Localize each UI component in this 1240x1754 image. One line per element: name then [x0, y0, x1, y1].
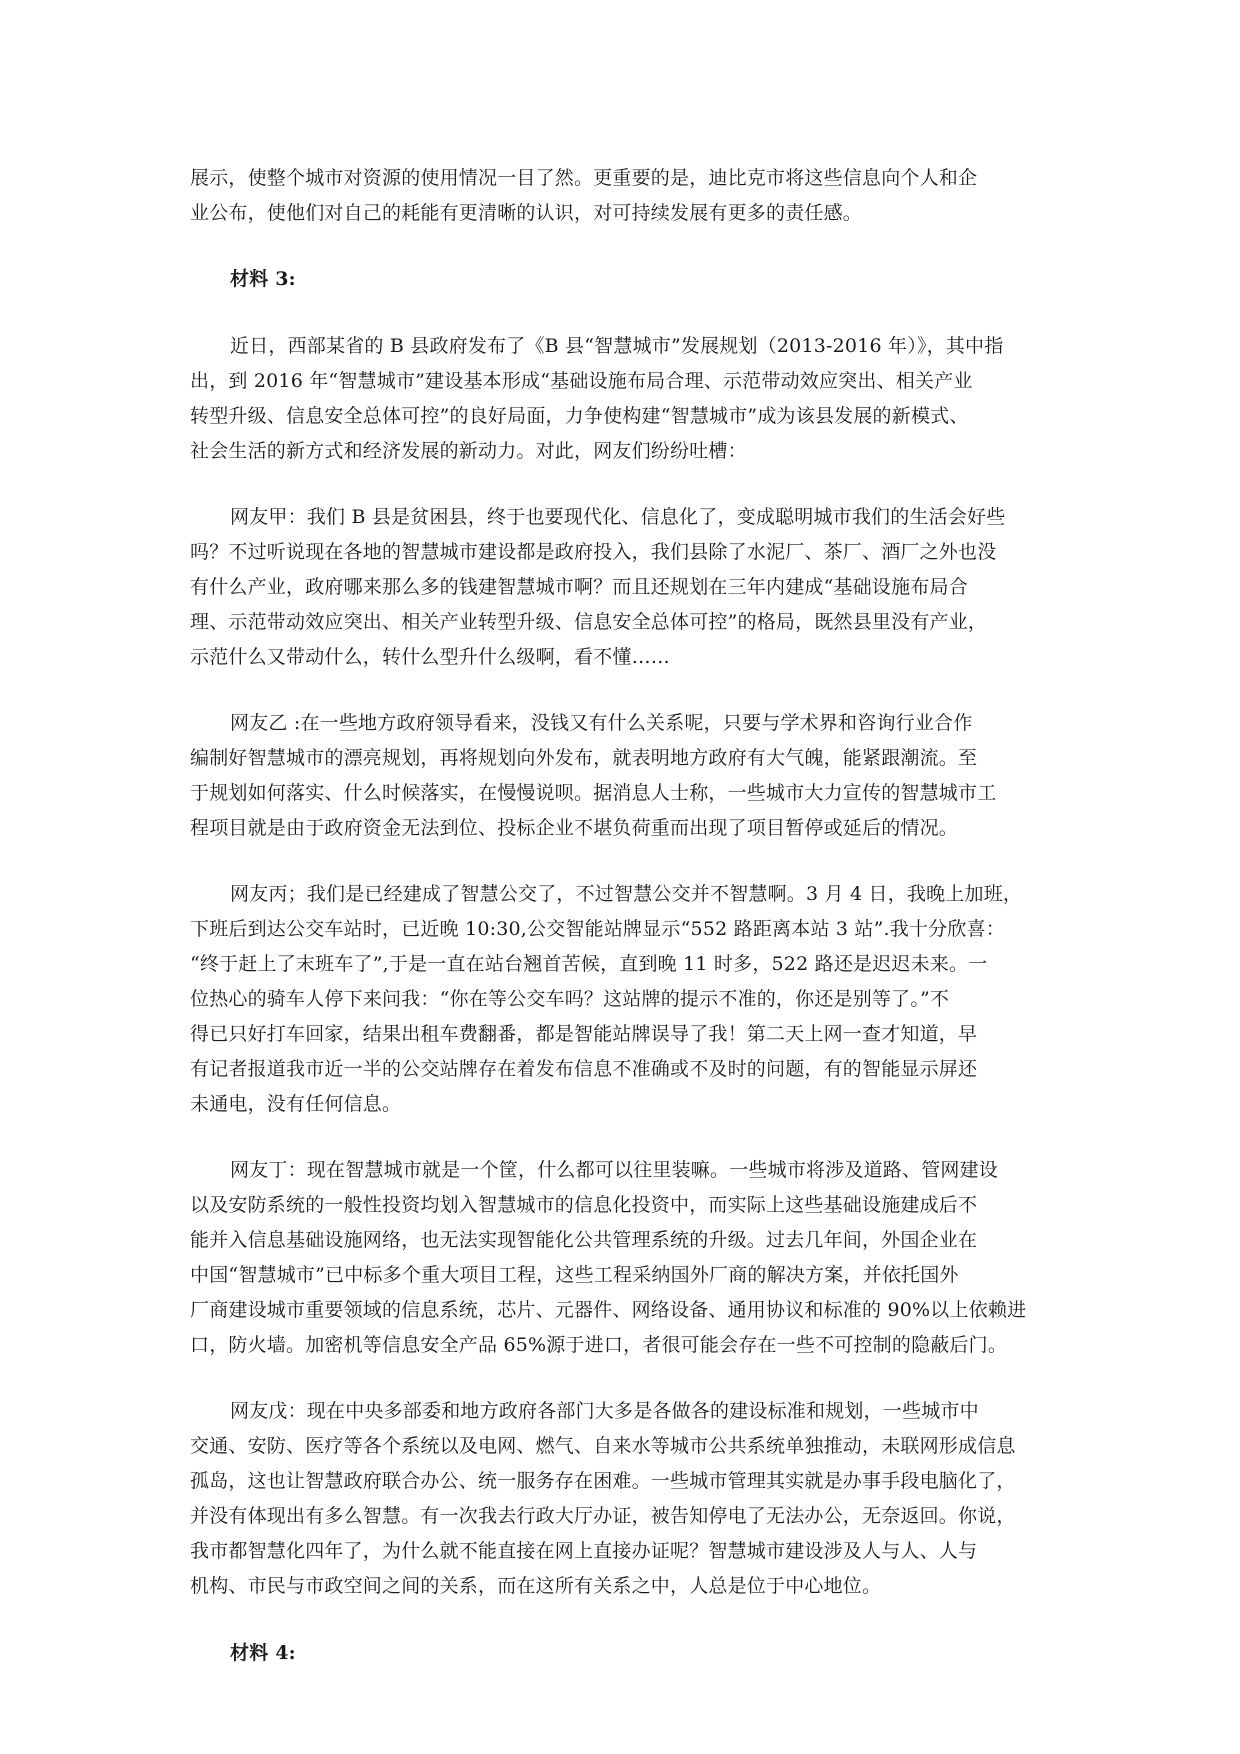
paragraph-netizen-bing: 网友丙；我们是已经建成了智慧公交了，不过智慧公交并不智慧啊。3 月 4 日，我晚上加班， 下班后到达公交车站时，已近晚 10:30,公交智能站牌显示“552 路距离本站 3 站”.我十分欣喜： “终于赶上了末班车了”,于是一直在站台翘首苦候，直到晚 11 时多，522 路还是迟迟未来。一 位热心的骑车人停下来问我：“你在等公交车吗？这站牌的提示不准的，你还是别等了。”不 得已只好打车回家，结果出租车费翻番，都是智能站牌误导了我！第二天上网一查才知道，早 有记者报道我市近一半的公交站牌存在着发布信息不准确或不及时的问题，有的智能显示屏还 未通电，没有任何信息。: [190, 883, 1023, 1115]
heading-material-3: 材料 3:: [230, 268, 296, 290]
paragraph-netizen-ding: 网友丁：现在智慧城市就是一个筐，什么都可以往里装嘛。一些城市将涉及道路、管网建设 以及安防系统的一般性投资均划入智慧城市的信息化投资中，而实际上这些基础设施建成后不 能并入信息基础设施网络，也无法实现智能化公共管理系统的升级。过去几年间，外国企业在 中国“智慧城市”已中标多个重大项目工程，这些工程采纳国外厂商的解决方案，并依托国外 厂商建设城市重要领域的信息系统，芯片、元器件、网络设备、通用协议和标准的 90%以上依赖进 口，防火墙。加密机等信息安全产品 65%源于进口，者很可能会存在一些不可控制的隐蔽后门。: [190, 1159, 1027, 1356]
paragraph-netizen-wu: 网友戊：现在中央多部委和地方政府各部门大多是各做各的建设标准和规划，一些城市中 交通、安防、医疗等各个系统以及电网、燃气、自来水等城市公共系统单独推动，未联网形成信息 孤岛，这也让智慧政府联合办公、统一服务存在困难。一些城市管理其实就是办事手段电脑化了， 并没有体现出有多么智慧。有一次我去行政大厅办证，被告知停电了无法办公，无奈返回。你说， 我市都智慧化四年了，为什么就不能直接在网上直接办证呢？智慧城市建设涉及人与人、人与 机构、市民与市政空间之间的关系，而在这所有关系之中，人总是位于中心地位。: [190, 1400, 1016, 1597]
document-body: [190, 161, 1070, 1671]
paragraph-continued: 展示，使整个城市对资源的使用情况一目了然。更重要的是，迪比克市将这些信息向个人和企 业公布，使他们对自己的耗能有更清晰的认识，对可持续发展有更多的责任感。: [190, 167, 978, 224]
paragraph-b-county-plan: 近日，西部某省的 B 县政府发布了《B 县“智慧城市”发展规划（2013-2016 年）》，其中指 出，到 2016 年“智慧城市”建设基本形成“基础设施布局合理、示范带动效应突出、相关产业 转型升级、信息安全总体可控”的良好局面，力争使构建“智慧城市”成为该县发展的新模式、 社会生活的新方式和经济发展的新动力。对此，网友们纷纷吐槽：: [190, 335, 1004, 462]
paragraph-netizen-jia: 网友甲：我们 B 县是贫困县，终于也要现代化、信息化了，变成聪明城市我们的生活会好些 吗？不过听说现在各地的智慧城市建设都是政府投入，我们县除了水泥厂、茶厂、酒厂之外也没 有什么产业，政府哪来那么多的钱建智慧城市啊？而且还规划在三年内建成“基础设施布局合 理、示范带动效应突出、相关产业转型升级、信息安全总体可控”的格局，既然县里没有产业， 示范什么又带动什么，转什么型升什么级啊，看不懂……: [190, 506, 1006, 668]
paragraph-netizen-yi: 网友乙 :在一些地方政府领导看来，没钱又有什么关系呢，只要与学术界和咨询行业合作 编制好智慧城市的漂亮规划，再将规划向外发布，就表明地方政府有大气魄，能紧跟潮流。至 于规划如何落实、什么时候落实，在慢慢说呗。据消息人士称，一些城市大力宣传的智慧城市工 程项目就是由于政府资金无法到位、投标企业不堪负荷重而出现了项目暂停或延后的情况。: [190, 712, 997, 839]
heading-material-4: 材料 4:: [230, 1642, 296, 1664]
